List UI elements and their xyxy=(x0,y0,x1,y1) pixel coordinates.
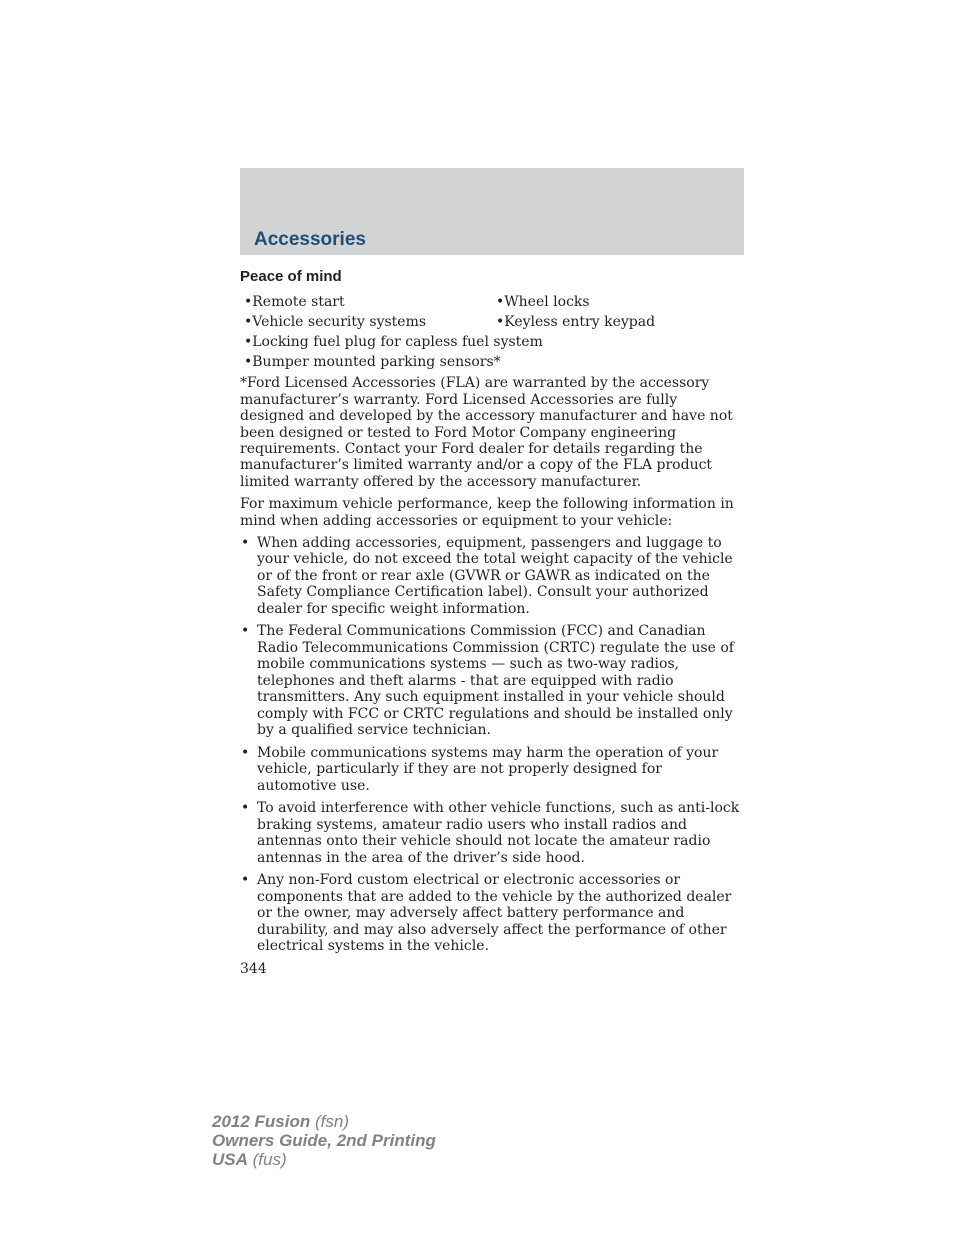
footer-model: 2012 Fusion xyxy=(212,1112,311,1131)
list-item: •Remote start xyxy=(244,294,345,310)
list-item: • To avoid interference with other vehicle functions, such as anti-lock braking systems, amateur radio users who install radios and antennas onto their vehicle should not locate the amateur radio antennas in the area of the driver’s side hood. xyxy=(240,800,744,866)
guidance-list xyxy=(240,535,744,954)
footer-model-code: (fsn) xyxy=(310,1112,349,1131)
list-item: • The Federal Communications Commission (FCC) and Canadian Radio Telecommunications Commission (CRTC) regulate the use of mobile communications systems — such as two-way radios, telephones and theft alarms - that are equipped with radio transmitters. Any such equipment installed in your vehicle should comply with FCC or CRTC regulations and should be installed only by a qualified service technician. xyxy=(240,623,744,738)
chapter-title: Accessories xyxy=(254,229,366,250)
list-item: •Locking fuel plug for capless fuel system xyxy=(244,334,543,350)
list-item: • When adding accessories, equipment, passengers and luggage to your vehicle, do not exceed the total weight capacity of the vehicle or of the front or rear axle (GVWR or GAWR as indicated on the Safety Compliance Certification label). Consult your authorized dealer for specific weight information. xyxy=(240,535,744,617)
list-item: •Vehicle security systems xyxy=(244,314,427,330)
footer-market-code: (fus) xyxy=(247,1150,287,1169)
footer xyxy=(212,1112,436,1169)
footer-line-2 xyxy=(212,1131,436,1150)
list-item: • Mobile communications systems may harm the operation of your vehicle, particularly if they are not properly designed for automotive use. xyxy=(240,745,744,794)
list-item: • Any non-Ford custom electrical or electronic accessories or components that are added to the vehicle by the authorized dealer or the owner, may adversely affect battery performance and durability, and may also adversely affect the performance of other electrical systems in the vehicle. xyxy=(240,872,744,954)
accessory-list xyxy=(244,294,744,370)
footer-market: USA xyxy=(212,1150,248,1169)
list-item: •Wheel locks xyxy=(496,294,590,310)
chapter-header-band xyxy=(240,168,744,255)
list-item: •Bumper mounted parking sensors* xyxy=(244,354,501,370)
page-content xyxy=(240,267,744,977)
footer-guide: Owners Guide, 2nd Printing xyxy=(212,1131,436,1150)
section-title: Peace of mind xyxy=(240,268,342,285)
fla-note: *Ford Licensed Accessories (FLA) are warranted by the accessory manufacturer’s warranty. Ford Licensed Accessories are fully designed and developed by the accessory manufacturer and have not been designed or tested to Ford Motor Company engineering requirements. Contact your Ford dealer for details regarding the manufacturer’s limited warranty and/or a copy of the FLA product limited warranty offered by the accessory manufacturer. xyxy=(240,375,733,490)
list-item: •Keyless entry keypad xyxy=(496,314,656,330)
footer-line-1 xyxy=(212,1112,436,1131)
page-number: 344 xyxy=(240,960,267,977)
footer-line-3 xyxy=(212,1150,436,1169)
intro-paragraph: For maximum vehicle performance, keep the following information in mind when adding accessories or equipment to your vehicle: xyxy=(240,496,734,529)
